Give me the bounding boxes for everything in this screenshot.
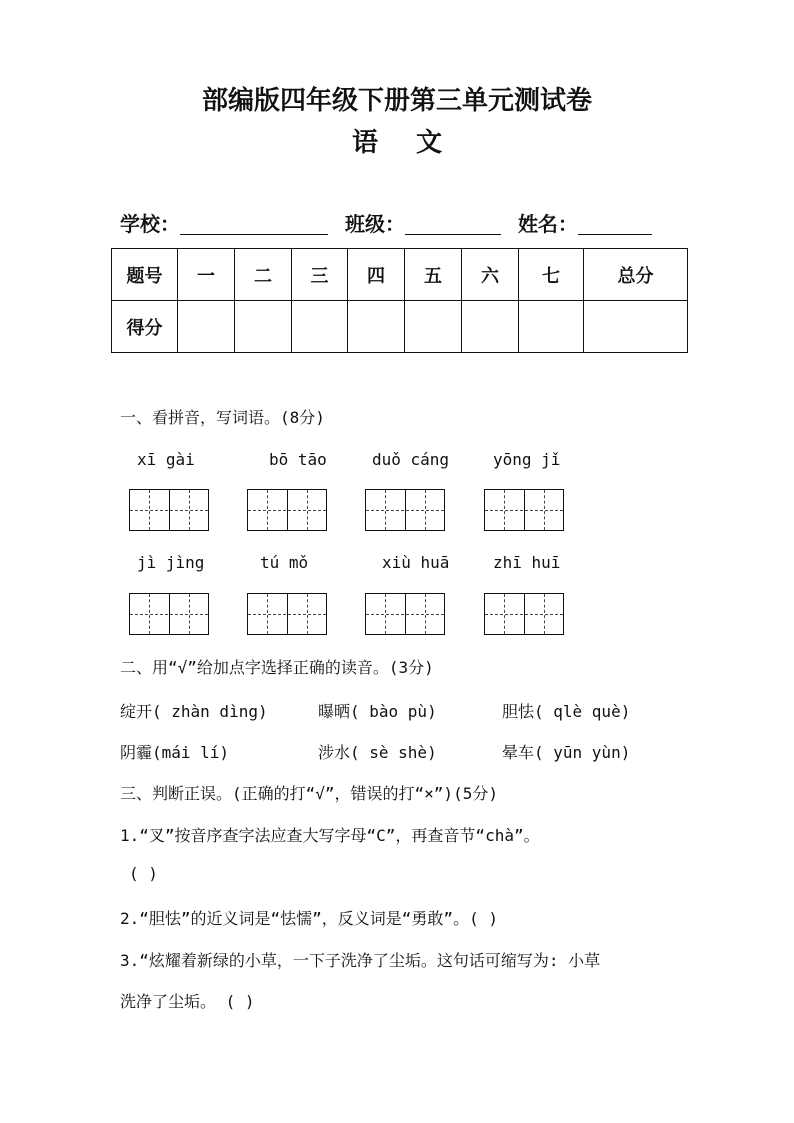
writing-grid[interactable]: [365, 489, 445, 531]
school-label: 学校：: [120, 212, 180, 236]
section3-heading: 三、判断正误。(正确的打“√”，错误的打“×”)(5分): [120, 784, 498, 803]
writing-grid[interactable]: [129, 489, 209, 531]
score-cell[interactable]: [584, 301, 688, 353]
class-blank[interactable]: [405, 212, 501, 235]
score-header-cell: 总分: [584, 249, 688, 301]
score-cell[interactable]: [519, 301, 584, 353]
writing-grid[interactable]: [247, 593, 327, 635]
score-cell[interactable]: [235, 301, 292, 353]
pinyin-label: duǒ cáng: [372, 450, 450, 469]
score-value-row: [112, 301, 688, 353]
writing-grid[interactable]: [484, 593, 564, 635]
score-header-cell: 六: [462, 249, 519, 301]
score-cell[interactable]: [348, 301, 405, 353]
answer-parentheses[interactable]: ( ): [129, 864, 158, 883]
reading-choice-item[interactable]: 涉水( sè shè): [318, 743, 437, 762]
score-cell[interactable]: [178, 301, 235, 353]
pinyin-label: bō tāo: [269, 450, 327, 469]
reading-choice-item[interactable]: 阴霾(mái lí): [120, 743, 230, 762]
subject-title: 语文: [351, 128, 480, 158]
judgement-question-3: 3.“炫耀着新绿的小草，一下子洗净了尘垢。这句话可缩写为: 小草: [120, 951, 601, 970]
writing-grid[interactable]: [484, 489, 564, 531]
reading-choice-item[interactable]: 曝晒( bào pù): [318, 702, 437, 721]
score-header-cell: 题号: [112, 249, 178, 301]
score-row-label: 得分: [112, 301, 178, 353]
score-cell[interactable]: [405, 301, 462, 353]
name-label: 姓名：: [517, 212, 578, 236]
pinyin-label: yōng jǐ: [493, 450, 561, 469]
writing-grid[interactable]: [247, 489, 327, 531]
writing-grid[interactable]: [365, 593, 445, 635]
pinyin-label: xī gài: [137, 450, 195, 469]
score-cell[interactable]: [462, 301, 519, 353]
pinyin-label: tú mǒ: [260, 553, 309, 572]
student-info-line: [120, 208, 652, 237]
score-header-row: [112, 249, 688, 301]
writing-grid[interactable]: [129, 593, 209, 635]
pinyin-label: xiù huā: [382, 553, 450, 572]
section2-heading: 二、用“√”给加点字选择正确的读音。(3分): [120, 658, 434, 677]
reading-choice-item[interactable]: 晕车( yūn yùn): [502, 743, 631, 762]
section1-heading: 一、看拼音，写词语。(8分): [120, 408, 325, 427]
judgement-question-2: 2.“胆怯”的近义词是“怯懦”，反义词是“勇敢”。( ): [120, 909, 498, 928]
score-header-cell: 一: [178, 249, 235, 301]
score-header-cell: 七: [519, 249, 584, 301]
score-header-cell: 三: [292, 249, 348, 301]
exam-title: 部编版四年级下册第三单元测试卷: [201, 86, 592, 116]
school-blank[interactable]: [180, 212, 328, 235]
reading-choice-item[interactable]: 绽开( zhàn dìng): [120, 702, 268, 721]
score-header-cell: 四: [348, 249, 405, 301]
judgement-question-3-cont: 洗净了尘垢。 ( ): [120, 992, 255, 1011]
score-cell[interactable]: [292, 301, 348, 353]
score-table: [111, 248, 688, 353]
score-header-cell: 五: [405, 249, 462, 301]
pinyin-label: jì jìng: [137, 553, 205, 572]
reading-choice-item[interactable]: 胆怯( qlè què): [502, 702, 631, 721]
name-blank[interactable]: [578, 212, 652, 235]
score-header-cell: 二: [235, 249, 292, 301]
pinyin-label: zhī huī: [493, 553, 561, 572]
class-label: 班级：: [344, 212, 405, 236]
judgement-question-1: 1.“叉”按音序查字法应查大写字母“C”，再查音节“chà”。: [120, 826, 540, 845]
